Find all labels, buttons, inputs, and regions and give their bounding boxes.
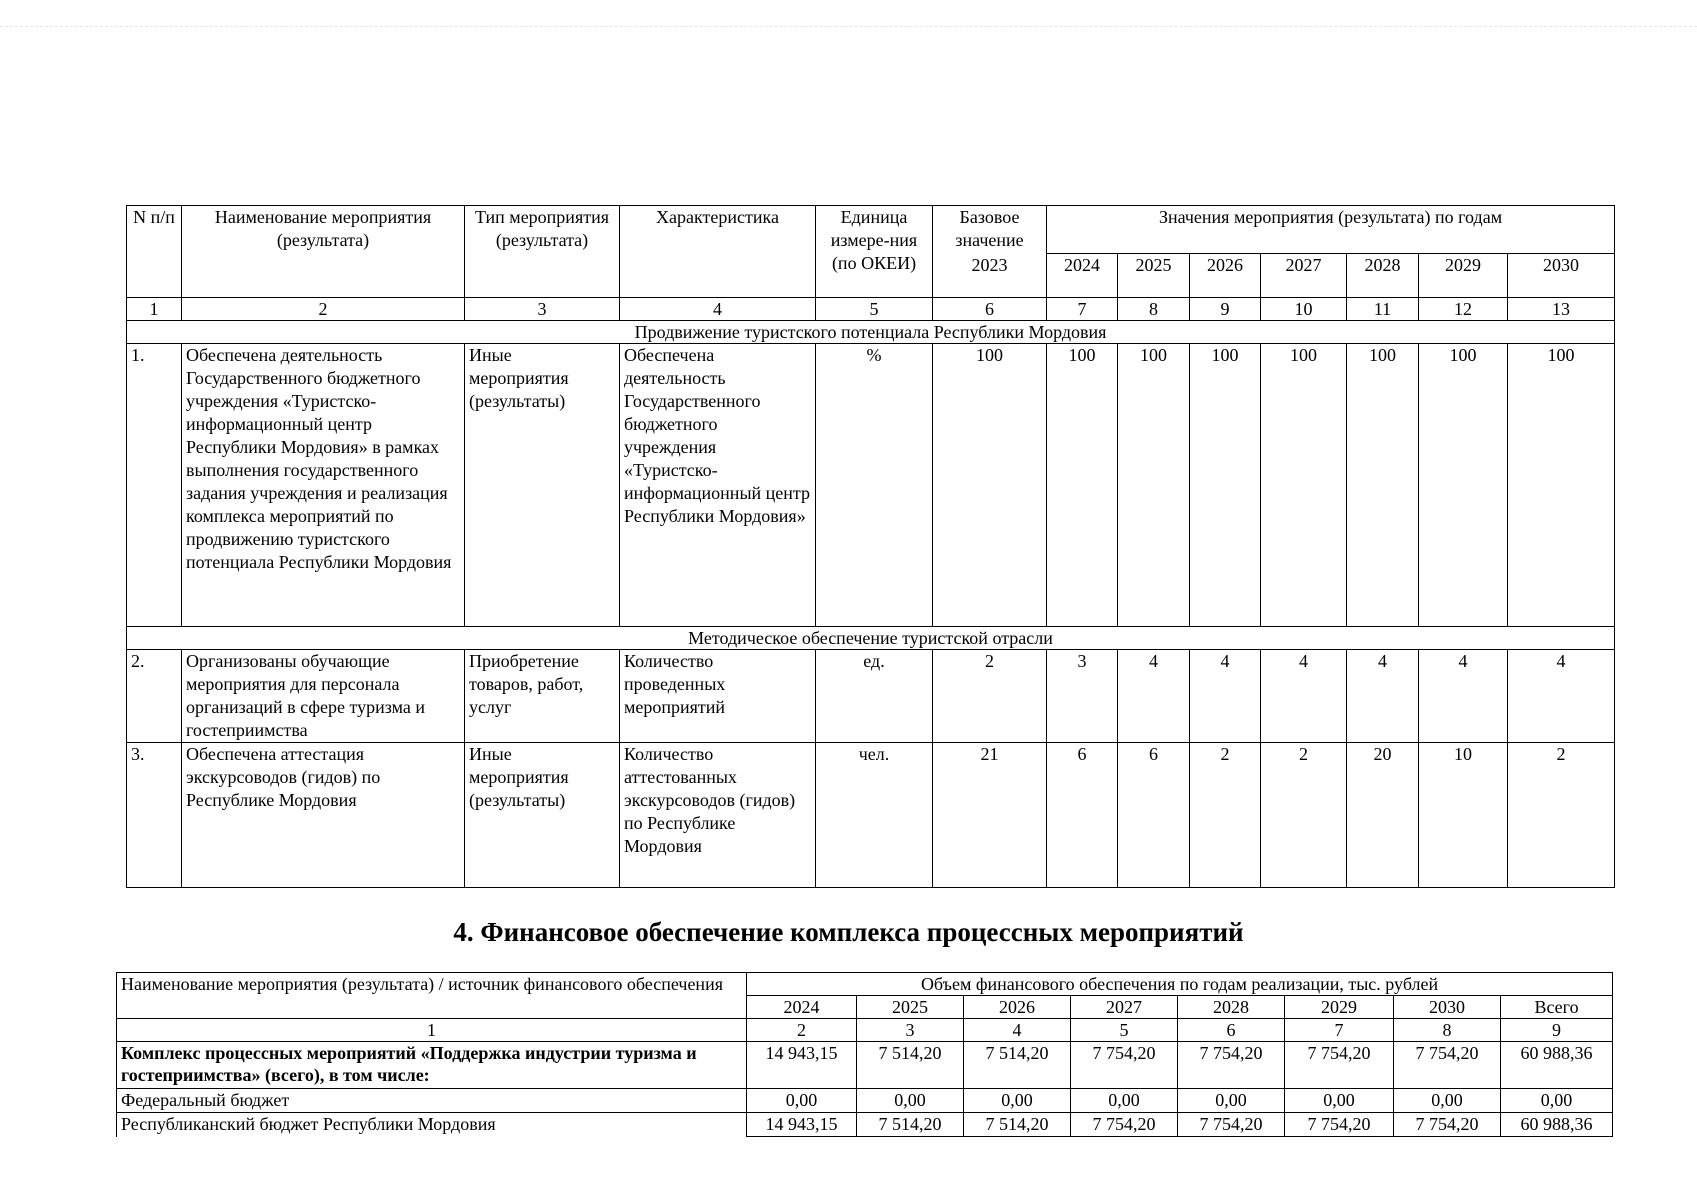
col-number: 12 <box>1419 298 1508 321</box>
col-number: 5 <box>1071 1019 1178 1042</box>
fin-row-value: 7 754,20 <box>1394 1042 1501 1089</box>
row-value: 4 <box>1261 650 1347 743</box>
fin-row-value: 0,00 <box>1178 1089 1285 1113</box>
col-number: 1 <box>117 1019 747 1042</box>
fin-header-total: Всего <box>1501 996 1613 1019</box>
fin-row-value: 7 514,20 <box>857 1113 964 1137</box>
fin-header-year: 2026 <box>964 996 1071 1019</box>
row-base-value: 21 <box>933 743 1047 888</box>
fin-header-year: 2029 <box>1285 996 1394 1019</box>
row-value: 2 <box>1261 743 1347 888</box>
col-number: 4 <box>964 1019 1071 1042</box>
col-number: 4 <box>620 298 816 321</box>
row-value: 100 <box>1508 344 1615 627</box>
fin-row-value: 7 754,20 <box>1178 1113 1285 1137</box>
results-table <box>126 205 1615 888</box>
fin-row-total: 60 988,36 <box>1501 1042 1613 1089</box>
row-value: 4 <box>1118 650 1190 743</box>
row-value: 4 <box>1508 650 1615 743</box>
fin-row-value: 7 514,20 <box>964 1042 1071 1089</box>
header-characteristic: Характеристика <box>620 206 816 298</box>
fin-row-value: 0,00 <box>1394 1089 1501 1113</box>
row-value: 6 <box>1118 743 1190 888</box>
fin-header-row-1 <box>117 973 1613 996</box>
header-values-group: Значения мероприятия (результата) по годам <box>1047 206 1615 254</box>
row-value: 100 <box>1190 344 1261 627</box>
row-value: 20 <box>1347 743 1419 888</box>
fin-row-value: 7 514,20 <box>964 1113 1071 1137</box>
col-number: 1 <box>127 298 182 321</box>
fin-row-value: 14 943,15 <box>747 1042 857 1089</box>
row-base-value: 2 <box>933 650 1047 743</box>
col-number: 6 <box>933 298 1047 321</box>
fin-row-value: 7 754,20 <box>1178 1042 1285 1089</box>
row-value: 6 <box>1047 743 1118 888</box>
fin-row-value: 0,00 <box>1071 1089 1178 1113</box>
col-number: 5 <box>816 298 933 321</box>
fin-column-number-row <box>117 1019 1613 1042</box>
row-value: 4 <box>1419 650 1508 743</box>
row-value: 100 <box>1419 344 1508 627</box>
row-unit: ед. <box>816 650 933 743</box>
row-name: Обеспечена деятельность Государственного бюджетного учреждения «Туристско-информационный центр Республики Мордовия» в рамках выполнения государственного задания учреждения и реализация комплекса мероприятий по продвижению туристского потенциала Республики Мордовия <box>182 344 465 627</box>
header-year: 2027 <box>1261 254 1347 298</box>
row-number: 2. <box>127 650 182 743</box>
row-number: 3. <box>127 743 182 888</box>
row-type: Приобретение товаров, работ, услуг <box>465 650 620 743</box>
fin-row-value: 7 754,20 <box>1071 1042 1178 1089</box>
row-unit: % <box>816 344 933 627</box>
row-characteristic: Количество аттестованных экскурсоводов (гидов) по Республике Мордовия <box>620 743 816 888</box>
column-number-row <box>127 298 1615 321</box>
section-heading: 4. Финансовое обеспечение комплекса процессных мероприятий <box>453 917 1244 947</box>
fin-header-year: 2028 <box>1178 996 1285 1019</box>
row-value: 2 <box>1190 743 1261 888</box>
col-number: 10 <box>1261 298 1347 321</box>
header-type: Тип мероприятия (результата) <box>465 206 620 298</box>
header-year: 2024 <box>1047 254 1118 298</box>
fin-row-complex <box>117 1042 1613 1089</box>
header-year: 2028 <box>1347 254 1419 298</box>
row-value: 4 <box>1190 650 1261 743</box>
row-name: Обеспечена аттестация экскурсоводов (гидов) по Республике Мордовия <box>182 743 465 888</box>
fin-row-value: 0,00 <box>964 1089 1071 1113</box>
col-number: 3 <box>465 298 620 321</box>
table-row <box>127 344 1615 627</box>
header-base-year: 2023 <box>933 254 1047 298</box>
header-year: 2025 <box>1118 254 1190 298</box>
fin-row-total: 60 988,36 <box>1501 1113 1613 1137</box>
fin-header-year: 2024 <box>747 996 857 1019</box>
row-characteristic: Обеспечена деятельность Государственного бюджетного учреждения «Туристско-информационный центр Республики Мордовия» <box>620 344 816 627</box>
col-number: 8 <box>1118 298 1190 321</box>
col-number: 2 <box>182 298 465 321</box>
section-row <box>127 321 1615 344</box>
row-value: 100 <box>1347 344 1419 627</box>
fin-row-value: 7 754,20 <box>1071 1113 1178 1137</box>
col-number: 3 <box>857 1019 964 1042</box>
fin-row-republican <box>117 1113 1613 1137</box>
table-row <box>127 650 1615 743</box>
fin-row-value: 14 943,15 <box>747 1113 857 1137</box>
scan-edge <box>0 0 1697 27</box>
fin-row-value: 0,00 <box>747 1089 857 1113</box>
header-unit: Единица измере-ния (по ОКЕИ) <box>816 206 933 298</box>
fin-row-value: 7 754,20 <box>1394 1113 1501 1137</box>
row-value: 10 <box>1419 743 1508 888</box>
row-characteristic: Количество проведенных мероприятий <box>620 650 816 743</box>
header-name: Наименование мероприятия (результата) <box>182 206 465 298</box>
section-row <box>127 627 1615 650</box>
fin-row-federal <box>117 1089 1613 1113</box>
fin-row-total: 0,00 <box>1501 1089 1613 1113</box>
fin-header-year: 2030 <box>1394 996 1501 1019</box>
header-year: 2030 <box>1508 254 1615 298</box>
col-number: 11 <box>1347 298 1419 321</box>
fin-row-value: 7 514,20 <box>857 1042 964 1089</box>
row-type: Иные мероприятия (результаты) <box>465 344 620 627</box>
fin-header-year: 2027 <box>1071 996 1178 1019</box>
col-number: 2 <box>747 1019 857 1042</box>
row-value: 100 <box>1047 344 1118 627</box>
col-number: 9 <box>1190 298 1261 321</box>
fin-row-value: 0,00 <box>857 1089 964 1113</box>
row-value: 4 <box>1347 650 1419 743</box>
fin-row-value: 0,00 <box>1285 1089 1394 1113</box>
fin-row-name: Комплекс процессных мероприятий «Поддержка индустрии туризма и гостеприимства» (всего), в том числе: <box>117 1042 747 1089</box>
header-row-1 <box>127 206 1615 254</box>
section-title-methodical: Методическое обеспечение туристской отрасли <box>127 627 1615 650</box>
col-number: 7 <box>1285 1019 1394 1042</box>
row-number: 1. <box>127 344 182 627</box>
fin-row-value: 7 754,20 <box>1285 1113 1394 1137</box>
row-value: 100 <box>1261 344 1347 627</box>
financing-table <box>116 972 1613 1137</box>
row-value: 2 <box>1508 743 1615 888</box>
col-number: 7 <box>1047 298 1118 321</box>
fin-header-name: Наименование мероприятия (результата) / источник финансового обеспечения <box>117 973 747 1019</box>
row-value: 100 <box>1118 344 1190 627</box>
row-name: Организованы обучающие мероприятия для персонала организаций в сфере туризма и гостеприимства <box>182 650 465 743</box>
fin-row-name: Республиканский бюджет Республики Мордовия <box>117 1113 747 1137</box>
col-number: 8 <box>1394 1019 1501 1042</box>
header-year: 2026 <box>1190 254 1261 298</box>
header-year: 2029 <box>1419 254 1508 298</box>
fin-header-year: 2025 <box>857 996 964 1019</box>
section-title-promotion: Продвижение туристского потенциала Республики Мордовия <box>127 321 1615 344</box>
header-base: Базовое значение <box>933 206 1047 254</box>
table-row <box>127 743 1615 888</box>
col-number: 9 <box>1501 1019 1613 1042</box>
fin-row-name: Федеральный бюджет <box>117 1089 747 1113</box>
header-n: N п/п <box>127 206 182 298</box>
row-base-value: 100 <box>933 344 1047 627</box>
fin-header-group: Объем финансового обеспечения по годам реализации, тыс. рублей <box>747 973 1613 996</box>
row-value: 3 <box>1047 650 1118 743</box>
col-number: 13 <box>1508 298 1615 321</box>
row-unit: чел. <box>816 743 933 888</box>
row-type: Иные мероприятия (результаты) <box>465 743 620 888</box>
col-number: 6 <box>1178 1019 1285 1042</box>
fin-row-value: 7 754,20 <box>1285 1042 1394 1089</box>
